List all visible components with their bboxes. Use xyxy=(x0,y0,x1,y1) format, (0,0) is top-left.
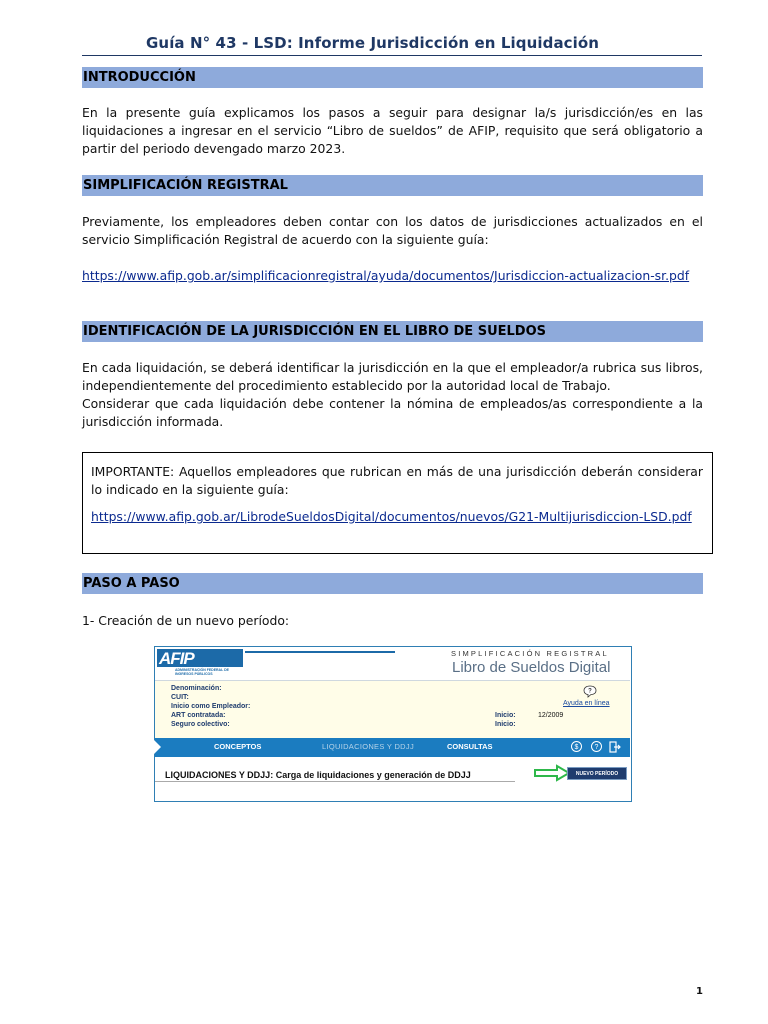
cuit-label: CUIT: xyxy=(171,694,189,701)
menu-conceptos[interactable]: CONCEPTOS xyxy=(214,742,262,751)
multijurisdiccion-guide-link[interactable]: https://www.afip.gob.ar/LibrodeSueldosDigital/documentos/nuevos/G21-Multijurisdiccion-LSD.pdf xyxy=(91,509,692,524)
intro-heading-bar xyxy=(82,67,703,88)
paso-heading: PASO A PASO xyxy=(83,576,180,591)
menu-arrow-icon xyxy=(154,740,161,754)
employer-info-panel xyxy=(155,680,630,739)
identificacion-heading-bar xyxy=(82,321,703,342)
importante-paragraph: IMPORTANTE: Aquellos empleadores que rubrican en más de una jurisdicción deberán considerar lo indicado en la siguiente guía: xyxy=(91,464,703,497)
identificacion-heading: IDENTIFICACIÓN DE LA JURISDICCIÓN EN EL LIBRO DE SUELDOS xyxy=(83,324,546,339)
simplificacion-paragraph: Previamente, los empleadores deben contar con los datos de jurisdicciones actualizados en el servicio Simplificación Registral de acuerdo con la siguiente guía: xyxy=(82,214,703,247)
ayuda-en-linea-link[interactable]: Ayuda en línea xyxy=(563,700,610,707)
afip-header xyxy=(155,647,630,680)
nuevo-periodo-button[interactable]: NUEVO PERÍODO xyxy=(567,767,627,780)
afip-logo-subtitle: ADMINISTRACIÓN FEDERAL DE INGRESOS PÚBLICOS xyxy=(175,668,229,676)
section-divider xyxy=(155,781,515,782)
help-icon[interactable]: ? xyxy=(591,741,602,752)
menu-liquidaciones[interactable]: LIQUIDACIONES Y DDJJ xyxy=(322,742,414,751)
simplificacion-guide-link[interactable]: https://www.afip.gob.ar/simplificacionregistral/ayuda/documentos/Jurisdiccion-actualizacion-sr.pdf xyxy=(82,268,690,283)
seguro-inicio-label: Inicio: xyxy=(495,721,516,728)
page-title: Guía N° 43 - LSD: Informe Jurisdicción en Liquidación xyxy=(146,34,600,52)
service-caption: SIMPLIFICACIÓN REGISTRAL xyxy=(451,649,609,658)
identificacion-paragraph-2: Considerar que cada liquidación debe contener la nómina de empleados/as correspondiente a la jurisdicción informada. xyxy=(82,396,703,429)
art-inicio-value: 12/2009 xyxy=(538,712,564,719)
dollar-icon[interactable]: $ xyxy=(571,741,582,752)
liquidaciones-section-title: LIQUIDACIONES Y DDJJ: Carga de liquidaciones y generación de DDJJ xyxy=(165,770,471,780)
main-menu-bar xyxy=(155,738,630,757)
importante-box xyxy=(82,452,713,554)
service-title: Libro de Sueldos Digital xyxy=(452,659,611,676)
intro-heading: INTRODUCCIÓN xyxy=(83,70,196,85)
afip-logo xyxy=(157,649,243,667)
afip-logo-text: AFIP xyxy=(159,649,194,668)
paso-heading-bar xyxy=(82,573,703,594)
step-1-label: 1- Creación de un nuevo período: xyxy=(82,613,290,628)
help-bubble-icon[interactable] xyxy=(583,685,597,698)
art-label: ART contratada: xyxy=(171,712,226,719)
simplificacion-heading-bar xyxy=(82,175,703,196)
simplificacion-heading: SIMPLIFICACIÓN REGISTRAL xyxy=(83,178,288,193)
afip-screenshot xyxy=(154,646,632,802)
logo-underline xyxy=(245,651,395,653)
intro-paragraph: En la presente guía explicamos los pasos a seguir para designar la/s jurisdicción/es en las liquidaciones a ingresar en el servicio “Libro de sueldos” de AFIP, requisito que será obligatorio a partir del periodo devengado marzo 2023. xyxy=(82,105,703,156)
inicio-empleador-label: Inicio como Empleador: xyxy=(171,703,251,710)
logout-icon[interactable] xyxy=(609,741,621,753)
menu-consultas[interactable]: CONSULTAS xyxy=(447,742,493,751)
art-inicio-label: Inicio: xyxy=(495,712,516,719)
page-number: 1 xyxy=(696,986,703,997)
identificacion-paragraph: En cada liquidación, se deberá identificar la jurisdicción en la que el empleador/a rubrica sus libros, independientemente del procedimiento establecido por la autoridad local de Trabajo. xyxy=(82,360,703,393)
denominacion-label: Denominación: xyxy=(171,685,222,692)
svg-text:?: ? xyxy=(588,688,592,695)
title-rule xyxy=(82,55,702,56)
seguro-label: Seguro colectivo: xyxy=(171,721,230,728)
